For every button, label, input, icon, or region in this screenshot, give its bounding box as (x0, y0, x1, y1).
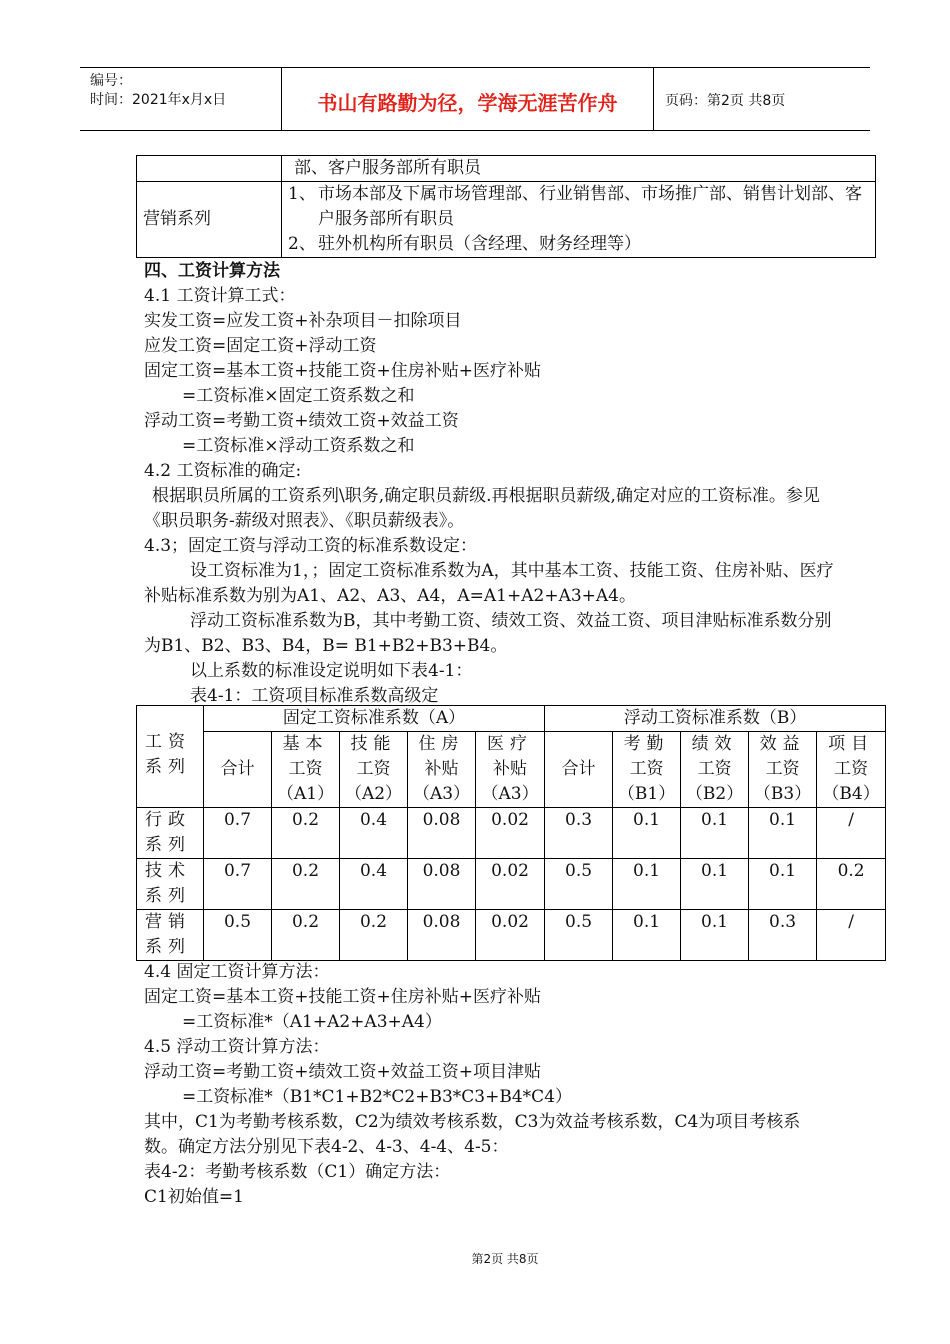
table-cell: / (817, 910, 886, 961)
column-header (137, 706, 204, 808)
footer-page-number: 第2页 共8页 (471, 1252, 539, 1266)
group-header-b: 浮动工资标准系数（B） (545, 706, 886, 732)
column-header-label: （A1） (276, 784, 335, 804)
list-item (288, 232, 869, 257)
row-label-text: 系列 (145, 937, 191, 957)
paragraph: 浮动工资标准系数为B，其中考勤工资、绩效工资、效益工资、项目津贴标准系数分别为B1、B2、B3、B4，B= B1+B2+B3+B4。 (144, 611, 832, 656)
table-cell (137, 156, 282, 182)
column-header (408, 732, 476, 808)
formula-line: =工资标准×固定工资系数之和 (182, 386, 415, 406)
table-cell: 0.02 (476, 910, 545, 961)
table-row (137, 910, 886, 961)
table-caption: 表4-2：考勤考核系数（C1）确定方法： (144, 1162, 451, 1182)
table-cell: 0.4 (340, 808, 408, 859)
list-text: 市场本部及下属市场管理部、行业销售部、市场推广部、销售计划部、客户服务部所有职员 (318, 184, 862, 229)
column-header-label: 医疗 (487, 734, 534, 754)
column-header-label: （B1） (617, 784, 676, 804)
formula-line: 浮动工资=考勤工资+绩效工资+效益工资 (144, 411, 459, 431)
subsection-title: 4.2 工资标准的确定: (144, 461, 302, 481)
column-header-label: （A3） (481, 784, 539, 804)
formula-line: 固定工资=基本工资+技能工资+住房补贴+医疗补贴 (144, 987, 541, 1007)
column-header-label: （A3） (412, 784, 471, 804)
paragraph: 根据职员所属的工资系列\职务,确定职员薪级.再根据职员薪级,确定对应的工资标准。参见《职员职务-薪级对照表》、《职员薪级表》。 (144, 486, 820, 531)
table-cell: 0.7 (204, 808, 272, 859)
subsection-title: 4.5 浮动工资计算方法： (144, 1037, 330, 1057)
column-header (749, 732, 817, 808)
table-caption: 表4-1：工资项目标准系数高级定 (190, 686, 439, 706)
series-label: 营销系列 (137, 182, 282, 258)
section-4-4-4-5 (144, 960, 834, 1210)
row-label-text: 行政 (145, 810, 191, 830)
table-row (137, 859, 886, 910)
list-text: 驻外机构所有职员（含经理、财务经理等） (318, 234, 641, 254)
table-cell: 0.2 (817, 859, 886, 910)
table-cell: 0.4 (340, 859, 408, 910)
paragraph: 设工资标准为1，；固定工资标准系数为A，其中基本工资、技能工资、住房补贴、医疗补贴标准系数为别为A1、A2、A3、A4，A=A1+A2+A3+A4。 (144, 561, 834, 606)
table-cell: 0.5 (204, 910, 272, 961)
subsection-title: 4.1 工资计算工式： (144, 286, 296, 306)
table-cell: 0.08 (408, 808, 476, 859)
column-header-label: （B3） (753, 784, 812, 804)
column-header-label: 住房 (418, 734, 465, 754)
column-header-label: 效益 (759, 734, 806, 754)
table-cell: 0.7 (204, 859, 272, 910)
table-cell: 0.1 (681, 859, 749, 910)
column-header (272, 732, 340, 808)
formula-line: 实发工资=应发工资+补杂项目－扣除项目 (144, 311, 462, 331)
header-motto: 书山有路勤为径，学海无涯苦作舟 (317, 91, 618, 115)
header-meta (90, 72, 226, 110)
column-header (476, 732, 545, 808)
table-body (137, 808, 886, 961)
table-row (137, 182, 876, 258)
column-header-label: 工资 (356, 759, 391, 779)
column-header-label: 补贴 (424, 759, 459, 779)
table-cell: 0.2 (340, 910, 408, 961)
header-page-number: 页码：第2页 共8页 (665, 93, 786, 109)
scope-continued-text: 部、客户服务部所有职员 (294, 158, 481, 178)
row-label (137, 859, 204, 910)
section-4 (144, 259, 834, 709)
table-cell: 0.2 (272, 859, 340, 910)
page-footer (0, 1250, 950, 1267)
table-cell: 0.1 (681, 910, 749, 961)
table-row (137, 808, 886, 859)
table-cell (282, 182, 876, 258)
group-header-a: 固定工资标准系数（A） (204, 706, 545, 732)
formula-line: 应发工资=固定工资+浮动工资 (144, 336, 377, 356)
column-header-label: 项目 (828, 734, 875, 754)
table-cell: 0.1 (681, 808, 749, 859)
column-header (340, 732, 408, 808)
row-label (137, 910, 204, 961)
formula-line: =工资标准*（B1*C1+B2*C2+B3*C3+B4*C4） (182, 1087, 573, 1107)
formula-line: =工资标准×浮动工资系数之和 (182, 436, 415, 456)
doc-date: 时间：2021年x月x日 (90, 92, 227, 108)
table-cell: 0.5 (545, 859, 613, 910)
section-heading: 四、工资计算方法 (144, 261, 280, 281)
table-cell: 0.1 (749, 808, 817, 859)
formula-line: 固定工资=基本工资+技能工资+住房补贴+医疗补贴 (144, 361, 541, 381)
column-header (545, 732, 613, 808)
column-header-label: （B2） (685, 784, 744, 804)
header-divider (653, 68, 654, 130)
page-header (80, 67, 870, 131)
table-cell: 0.08 (408, 910, 476, 961)
table-cell: 0.3 (545, 808, 613, 859)
paragraph: 其中，C1为考勤考核系数，C2为绩效考核系数，C3为效益考核系数，C4为项目考核系数。确定方法分别见下表4-2、4-3、4-4、4-5： (144, 1112, 801, 1157)
table-cell: 0.2 (272, 910, 340, 961)
table-cell: 0.1 (613, 910, 681, 961)
table-cell (282, 156, 876, 182)
table-cell: 0.3 (749, 910, 817, 961)
row-label (137, 808, 204, 859)
row-label-text: 系列 (145, 835, 191, 855)
column-header-label: 工资 (765, 759, 800, 779)
row-label-text: 营销 (145, 912, 191, 932)
table-cell: 0.1 (613, 859, 681, 910)
coefficient-table (136, 705, 886, 961)
list-number: 2、 (288, 234, 316, 254)
table-cell: 0.08 (408, 859, 476, 910)
column-header-label: （A2） (344, 784, 403, 804)
doc-id-label: 编号： (90, 73, 132, 89)
column-header-label: 绩效 (691, 734, 738, 754)
table-row (137, 732, 886, 808)
formula-line: C1初始值=1 (144, 1187, 244, 1207)
row-label-text: 技术 (145, 861, 191, 881)
formula-line: 浮动工资=考勤工资+绩效工资+效益工资+项目津贴 (144, 1062, 541, 1082)
list-item (288, 182, 869, 232)
column-header-label: （B4） (822, 784, 880, 804)
table-cell: 0.2 (272, 808, 340, 859)
table-cell: 0.1 (749, 859, 817, 910)
column-header-label: 工资 (288, 759, 323, 779)
column-header-label: 合计 (561, 759, 596, 779)
column-header-label: 工资 (834, 759, 869, 779)
subsection-title: 4.3；固定工资与浮动工资的标准系数设定： (144, 536, 478, 556)
list-number: 1、 (288, 184, 316, 204)
column-header-label: 工资 (697, 759, 732, 779)
formula-line: =工资标准*（A1+A2+A3+A4） (182, 1012, 442, 1032)
column-header-label: 合计 (220, 759, 255, 779)
corner-label: 工资系列 (145, 732, 191, 777)
paragraph: 以上系数的标准设定说明如下表4-1： (190, 661, 473, 681)
table-cell: 0.02 (476, 808, 545, 859)
column-header-label: 工资 (629, 759, 664, 779)
column-header (681, 732, 749, 808)
column-header (817, 732, 886, 808)
column-header-label: 考勤 (623, 734, 670, 754)
column-header-label: 技能 (350, 734, 397, 754)
scope-table (136, 155, 876, 258)
row-label-text: 系列 (145, 886, 191, 906)
column-header (613, 732, 681, 808)
column-header-label: 基本 (282, 734, 329, 754)
table-cell: / (817, 808, 886, 859)
table-row (137, 706, 886, 732)
column-header (204, 732, 272, 808)
table-row (137, 156, 876, 182)
subsection-title: 4.4 固定工资计算方法： (144, 962, 330, 982)
table-cell: 0.1 (613, 808, 681, 859)
column-header-label: 补贴 (493, 759, 528, 779)
table-cell: 0.5 (545, 910, 613, 961)
table-cell: 0.02 (476, 859, 545, 910)
